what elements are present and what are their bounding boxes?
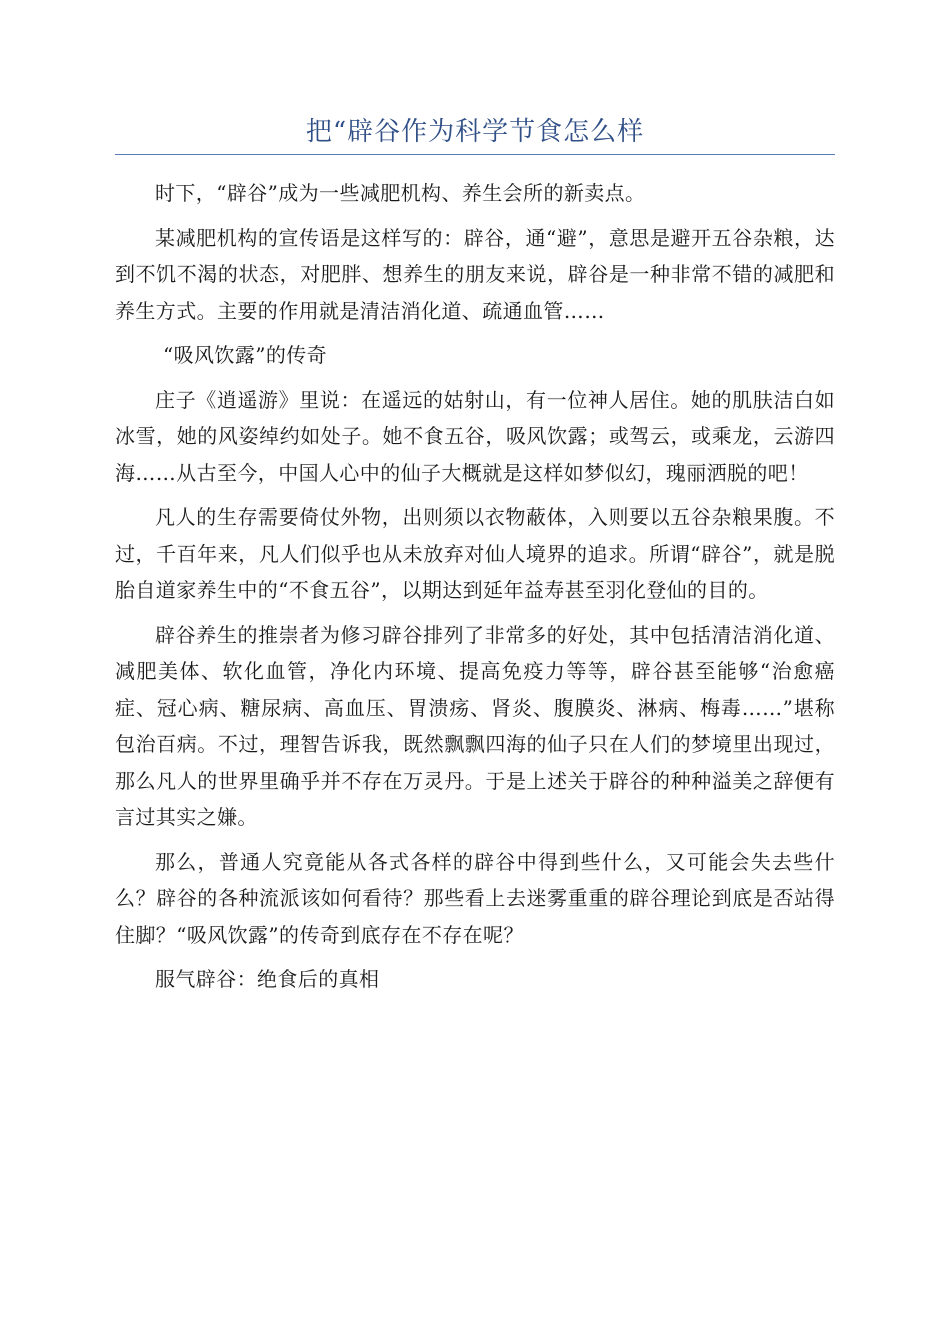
document-title: 把“辟谷作为科学节食怎么样 [305, 117, 645, 147]
section-heading-legend: “吸风饮露”的传奇 [163, 343, 328, 367]
paragraph-benefits: 辟谷养生的推崇者为修习辟谷排列了非常多的好处，其中包括清洁消化道、减肥美体、软化血管，净化内环境、提高免疫力等等，辟谷甚至能够“治愈癌症、冠心病、糖尿病、高血压、胃溃疡、肾炎、腹膜炎、淋病、梅毒……”堪称包治百病。不过，理智告诉我，既然飘飘四海的仙子只在人们的梦境里出现过，那么凡人的世界里确乎并不存在万灵丹。于是上述关于辟谷的种种溢美之辞便有言过其实之嫌。 [115, 622, 835, 829]
paragraph-intro: 时下，“辟谷”成为一些减肥机构、养生会所的新卖点。 [155, 181, 646, 205]
paragraph-ad-slogan: 某减肥机构的宣传语是这样写的：辟谷，通“避”，意思是避开五谷杂粮，达到不饥不渴的状态，对肥胖、想养生的朋友来说，辟谷是一种非常不错的减肥和养生方式。主要的作用就是清洁消化道、疏通血管…… [115, 225, 835, 323]
title-underline [115, 154, 835, 155]
paragraph-mortals: 凡人的生存需要倚仗外物，出则须以衣物蔽体，入则要以五谷杂粮果腹。不过，千百年来，凡人们似乎也从未放弃对仙人境界的追求。所谓“辟谷”，就是脱胎自道家养生中的“不食五谷”，以期达到延年益寿甚至羽化登仙的目的。 [115, 505, 835, 602]
document-body [115, 175, 835, 1006]
section-heading-fasting: 服气辟谷：绝食后的真相 [155, 967, 380, 991]
paragraph-questions: 那么，普通人究竟能从各式各样的辟谷中得到些什么，又可能会失去些什么？辟谷的各种流派该如何看待？那些看上去迷雾重重的辟谷理论到底是否站得住脚？“吸风饮露”的传奇到底存在不存在呢？ [115, 849, 835, 947]
paragraph-zhuangzi: 庄子《逍遥游》里说：在遥远的姑射山，有一位神人居住。她的肌肤洁白如冰雪，她的风姿绰约如处子。她不食五谷，吸风饮露；或驾云，或乘龙，云游四海……从古至今，中国人心中的仙子大概就是这样如梦似幻，瑰丽洒脱的吧！ [115, 387, 835, 485]
